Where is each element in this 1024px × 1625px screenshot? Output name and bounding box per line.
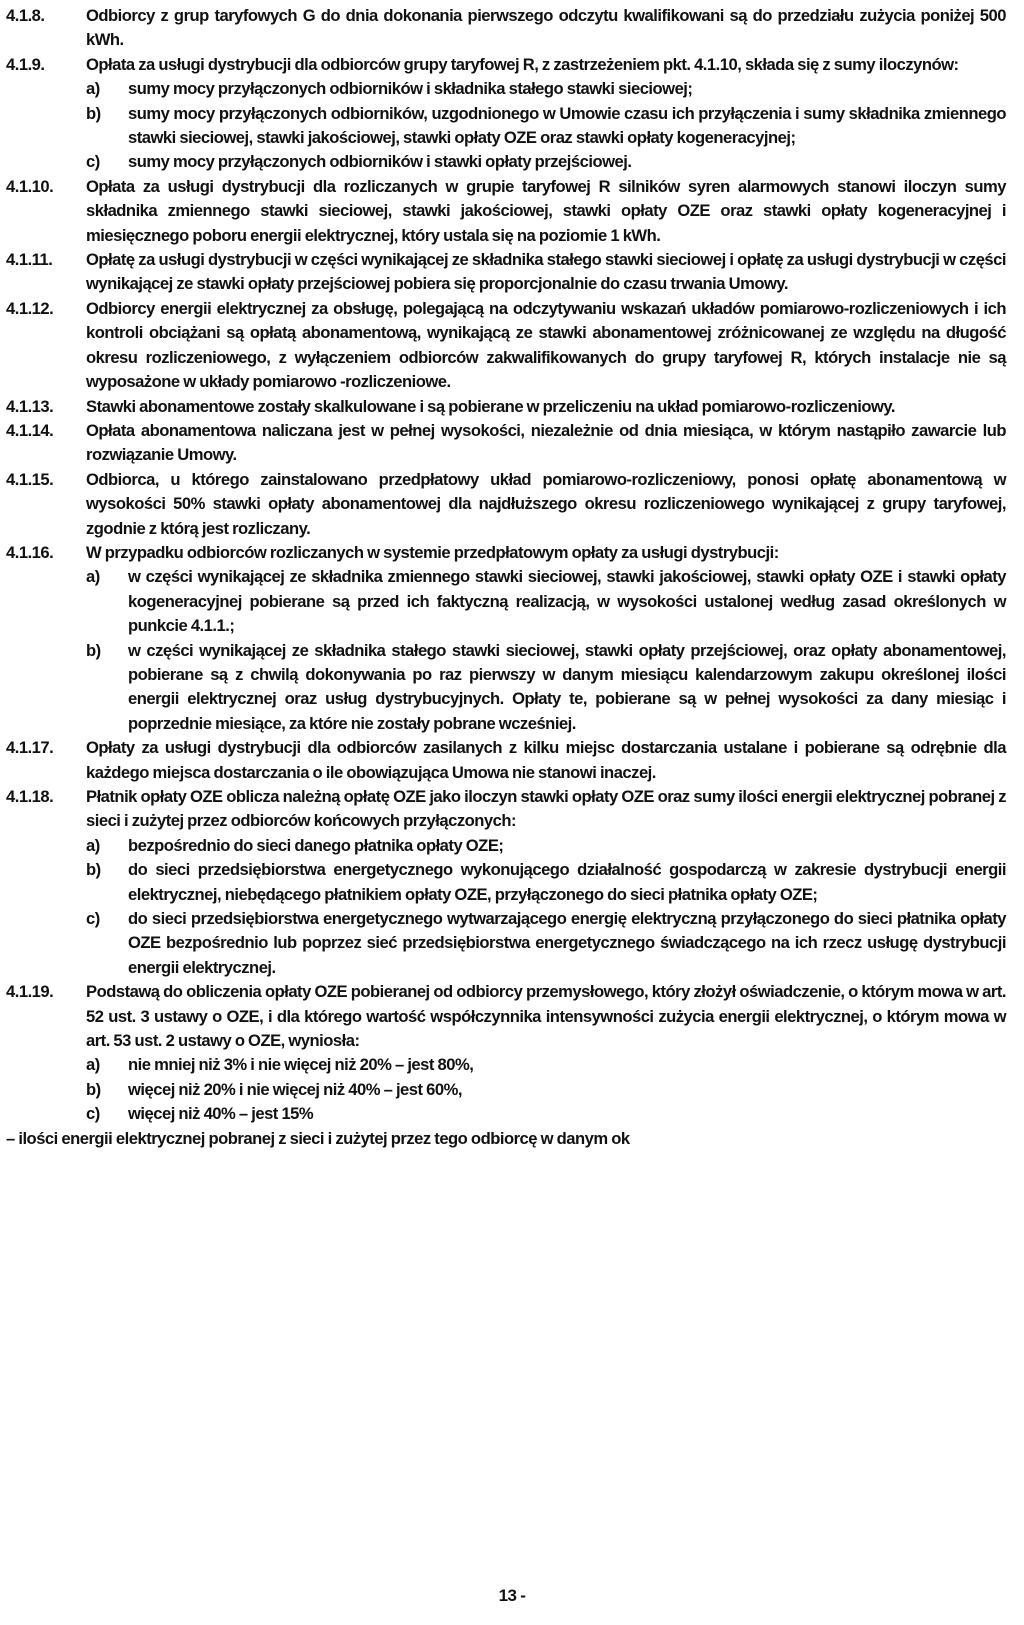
section-number: 4.1.15.	[6, 469, 54, 489]
list-item-text: bezpośrednio do sieci danego płatnika opłaty OZE;	[128, 835, 504, 855]
section-paragraph	[6, 419, 1006, 468]
section-text: Podstawą do obliczenia opłaty OZE pobieranej od odbiorcy przemysłowego, który złożył oświadczenie, o którym mowa w art. 52 ust. 3 ustawy o OZE, i dla którego wartość współczynnika intensywności zużycia energii elektrycznej, o którym mowa w art. 53 ust. 2 ustawy o OZE, wyniosła:	[86, 982, 1006, 1051]
section-paragraph	[6, 736, 1006, 785]
section-text: Płatnik opłaty OZE oblicza należną opłatę OZE jako iloczyn stawki opłaty OZE oraz sumy ilości energii elektrycznej pobranej z sieci i zużytej przez odbiorców końcowych przyłączonych:	[86, 787, 1006, 831]
section-paragraph	[6, 53, 1006, 77]
page-number: 13 -	[498, 1586, 526, 1605]
section-number: 4.1.19.	[6, 982, 54, 1002]
section-paragraph	[6, 4, 1006, 53]
sub-item-list	[86, 77, 1006, 175]
list-item-text: w części wynikającej ze składnika zmiennego stawki sieciowej, stawki jakościowej, stawki opłaty OZE i stawki opłaty kogeneracyjnej pobierane są przed ich faktyczną realizacją, w wysokości ustalonej według zasad określonych w punkcie 4.1.1.;	[128, 567, 1006, 636]
sub-item-list	[86, 834, 1006, 980]
section-number: 4.1.12.	[6, 298, 54, 318]
list-item	[86, 150, 1006, 174]
list-item-text: sumy mocy przyłączonych odbiorników i stawki opłaty przejściowej.	[128, 152, 632, 172]
section-number: 4.1.17.	[6, 738, 54, 758]
section-paragraph	[6, 785, 1006, 834]
list-item	[86, 565, 1006, 638]
list-item-text: sumy mocy przyłączonych odbiorników i składnika stałego stawki sieciowej;	[128, 79, 693, 99]
section-paragraph	[6, 980, 1006, 1053]
section-number: 4.1.9.	[6, 54, 45, 74]
list-item-label: c)	[86, 909, 100, 929]
section-text: Odbiorcy energii elektrycznej za obsługę, polegającą na odczytywaniu wskazań układów pomiarowo-rozliczeniowych i ich kontroli obciążani są opłatą abonamentową, wynikającą ze stawki abonamentowej zróżnicowanej ze względu na długość okresu rozliczeniowego, z wyłączeniem odbiorców zakwalifikowanych do grupy taryfowej R, których instalacje nie są wyposażone w układy pomiarowo -rozliczeniowe.	[86, 298, 1006, 392]
section-paragraph	[6, 175, 1006, 248]
section-number: 4.1.16.	[6, 542, 54, 562]
section-text: W przypadku odbiorców rozliczanych w systemie przedpłatowym opłaty za usługi dystrybucji:	[86, 542, 779, 562]
sub-item-list	[86, 565, 1006, 736]
list-item-text: w części wynikającej ze składnika stałego stawki sieciowej, stawki opłaty przejściowej, oraz opłaty abonamentowej, pobierane są z chwilą dokonywania po raz pierwszy w danym miesiącu kalendarzowym zakupu określonej ilości energii elektrycznej oraz usług dystrybucyjnych. Opłaty te, pobierane są w pełnej wysokości za dany miesiąc i poprzednie miesiące, za które nie zostały pobrane wcześniej.	[128, 640, 1006, 733]
trailing-text: – ilości energii elektrycznej pobranej z sieci i zużytej przez tego odbiorcę w danym ok	[6, 1128, 630, 1148]
section-number: 4.1.13.	[6, 396, 54, 416]
list-item-label: b)	[86, 640, 101, 660]
list-item	[86, 1078, 1006, 1102]
section-paragraph	[6, 248, 1006, 297]
section-number: 4.1.14.	[6, 420, 54, 440]
list-item-label: c)	[86, 152, 100, 172]
list-item-text: do sieci przedsiębiorstwa energetycznego wytwarzającego energię elektryczną przyłączonego do sieci płatnika opłaty OZE bezpośrednio lub poprzez sieć przedsiębiorstwa energetycznego świadczącego na ich rzecz usługę dystrybucji energii elektrycznej.	[128, 909, 1006, 977]
section-text: Opłata za usługi dystrybucji dla odbiorców grupy taryfowej R, z zastrzeżeniem pkt. 4.1.10, składa się z sumy iloczynów:	[86, 54, 959, 74]
list-item-label: b)	[86, 860, 101, 880]
list-item-text: więcej niż 20% i nie więcej niż 40% – jest 60%,	[128, 1079, 462, 1099]
list-item-label: c)	[86, 1104, 100, 1124]
section-text: Odbiorca, u którego zainstalowano przedpłatowy układ pomiarowo-rozliczeniowy, ponosi opłatę abonamentową w wysokości 50% stawki opłaty abonamentowej dla najdłuższego okresu rozliczeniowego wynikającej z grupy taryfowej, zgodnie z którą jest rozliczany.	[86, 469, 1006, 538]
section-number: 4.1.8.	[6, 6, 45, 25]
section-text: Opłaty za usługi dystrybucji dla odbiorców zasilanych z kilku miejsc dostarczania ustalane i pobierane są odrębnie dla każdego miejsca dostarczania o ile obowiązująca Umowa nie stanowi inaczej.	[86, 738, 1006, 782]
section-number: 4.1.11.	[6, 250, 53, 270]
section-number: 4.1.10.	[6, 176, 54, 196]
section-text: Opłata za usługi dystrybucji dla rozliczanych w grupie taryfowej R silników syren alarmowych stanowi iloczyn sumy składnika zmiennego stawki sieciowej, stawki jakościowej, stawki opłaty OZE oraz stawki opłaty kogeneracyjnej i miesięcznego poboru energii elektrycznej, który ustala się na poziomie 1 kWh.	[86, 176, 1006, 245]
list-item	[86, 77, 1006, 101]
list-item	[86, 639, 1006, 737]
section-text: Stawki abonamentowe zostały skalkulowane i są pobierane w przeliczeniu na układ pomiarowo-rozliczeniowy.	[86, 396, 895, 416]
list-item	[86, 1102, 1006, 1126]
list-item	[86, 102, 1006, 151]
list-item-text: więcej niż 40% – jest 15%	[128, 1104, 314, 1124]
list-item-label: a)	[86, 79, 100, 99]
section-paragraph	[6, 297, 1006, 395]
list-item	[86, 858, 1006, 907]
list-item-label: a)	[86, 835, 100, 855]
list-item-label: b)	[86, 103, 101, 123]
document-body	[6, 4, 1006, 1151]
section-text: Opłatę za usługi dystrybucji w części wynikającej ze składnika stałego stawki sieciowej i opłatę za usługi dystrybucji w części wynikającej ze stawki opłaty przejściowej pobiera się proporcjonalnie do czasu trwania Umowy.	[86, 250, 1006, 294]
list-item-label: b)	[86, 1079, 101, 1099]
list-item	[86, 834, 1006, 858]
list-item-text: nie mniej niż 3% i nie więcej niż 20% – jest 80%,	[128, 1055, 474, 1075]
list-item	[86, 907, 1006, 980]
list-item-label: a)	[86, 567, 100, 587]
section-paragraph	[6, 541, 1006, 565]
section-paragraph	[6, 395, 1006, 419]
sub-item-list	[86, 1053, 1006, 1126]
list-item-text: sumy mocy przyłączonych odbiorników, uzgodnionego w Umowie czasu ich przyłączenia i sumy składnika zmiennego stawki sieciowej, stawki jakościowej, stawki opłaty OZE oraz stawki opłaty kogeneracyjnej;	[128, 103, 1006, 148]
section-text: Odbiorcy z grup taryfowych G do dnia dokonania pierwszego odczytu kwalifikowani są do przedziału zużycia poniżej 500 kWh.	[86, 6, 1006, 50]
section-paragraph	[6, 468, 1006, 541]
list-item	[86, 1053, 1006, 1077]
list-item-text: do sieci przedsiębiorstwa energetycznego wykonującego działalność gospodarczą w zakresie dystrybucji energii elektrycznej, niebędącego płatnikiem opłaty OZE, przyłączonego do sieci płatnika opłaty OZE;	[128, 860, 1006, 904]
list-item-label: a)	[86, 1055, 100, 1075]
section-text: Opłata abonamentowa naliczana jest w pełnej wysokości, niezależnie od dnia miesiąca, w którym nastąpiło zawarcie lub rozwiązanie Umowy.	[86, 420, 1006, 465]
section-number: 4.1.18.	[6, 787, 54, 806]
